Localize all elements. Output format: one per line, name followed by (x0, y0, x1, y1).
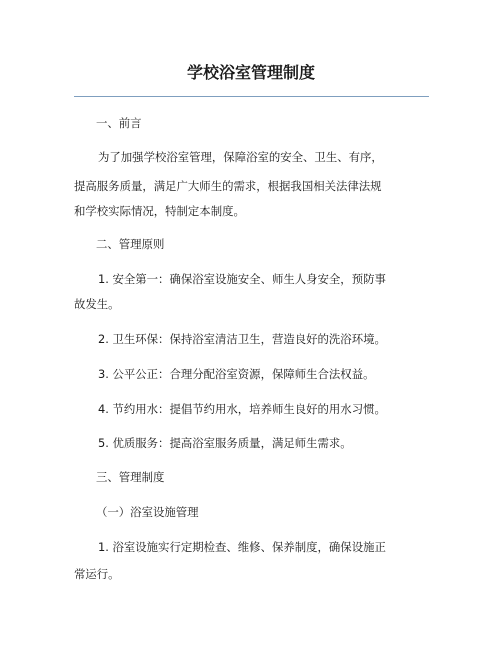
principle-item-5: 5. 优质服务：提高浴室服务质量，满足师生需求。 (98, 436, 352, 450)
intro-paragraph-line-1: 为了加强学校浴室管理，保障浴室的安全、卫生、有序， (98, 150, 383, 164)
principle-item-1-line-2: 故发生。 (74, 297, 120, 311)
intro-paragraph-line-3: 和学校实际情况，特制定本制度。 (74, 204, 245, 218)
principle-item-1-line-1: 1. 安全第一：确保浴室设施安全、师生人身安全，预防事 (98, 272, 386, 286)
section-heading-system: 三、管理制度 (96, 470, 165, 484)
facility-item-1-line-2: 常运行。 (74, 567, 120, 581)
document-title: 学校浴室管理制度 (186, 63, 315, 82)
principle-item-2: 2. 卫生环保：保持浴室清洁卫生，营造良好的洗浴环境。 (98, 332, 386, 346)
principle-item-3: 3. 公平公正：合理分配浴室资源，保障师生合法权益。 (98, 367, 375, 381)
intro-paragraph-line-2: 提高服务质量，满足广大师生的需求，根据我国相关法律法规 (74, 179, 382, 193)
section-heading-principles: 二、管理原则 (96, 237, 165, 251)
subsection-heading-facilities: （一）浴室设施管理 (96, 505, 199, 519)
section-heading-intro: 一、前言 (96, 116, 142, 130)
title-divider (74, 96, 429, 97)
facility-item-1-line-1: 1. 浴室设施实行定期检查、维修、保养制度，确保设施正 (98, 540, 386, 554)
principle-item-4: 4. 节约用水：提倡节约用水，培养师生良好的用水习惯。 (98, 402, 386, 416)
